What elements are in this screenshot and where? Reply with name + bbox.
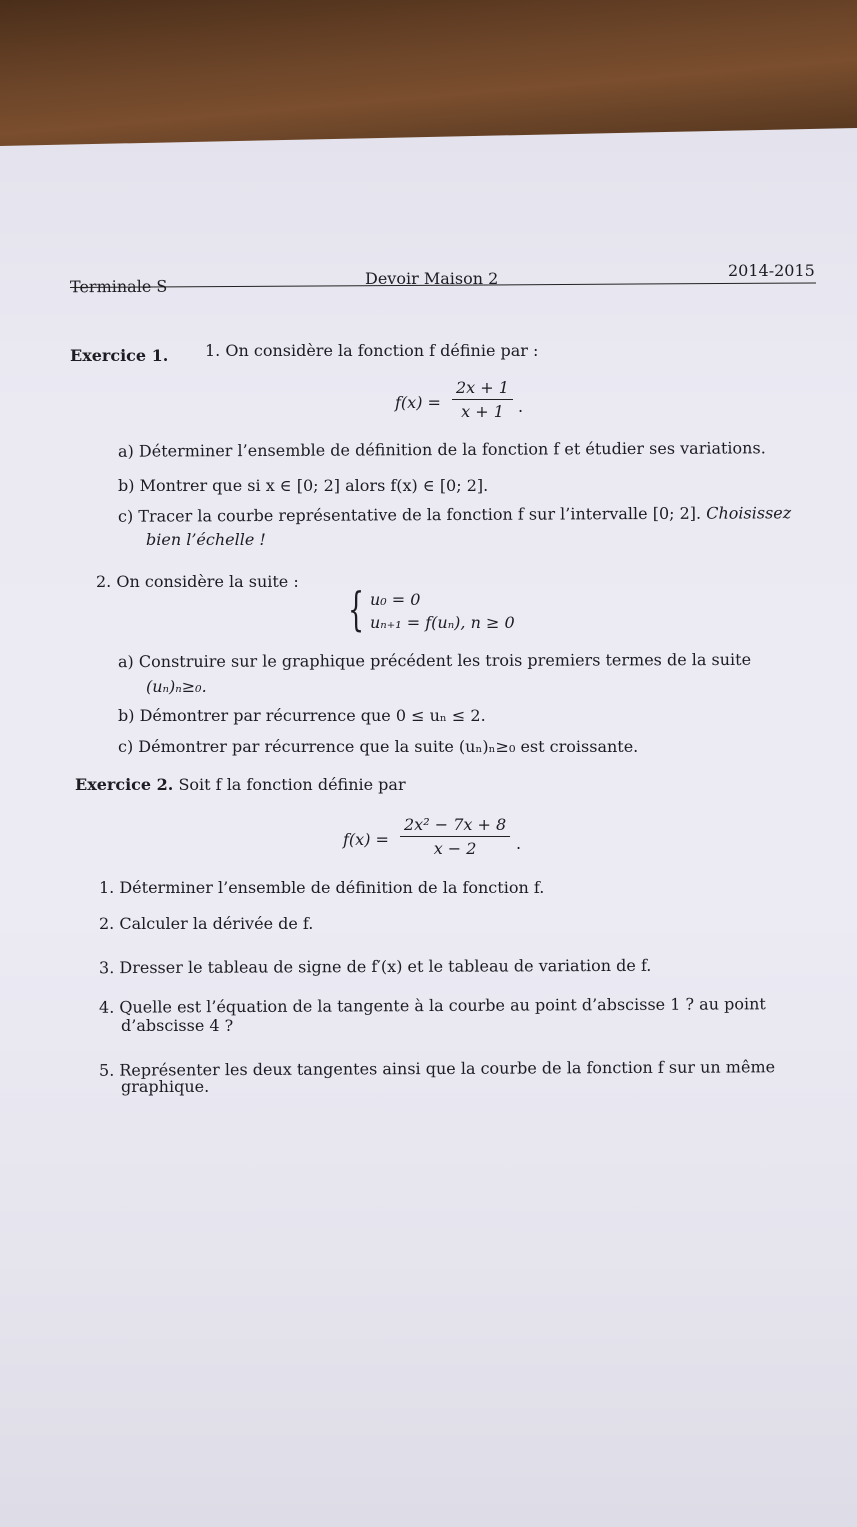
ex1-q1b: b) Montrer que si x ∈ [0; 2] alors f(x) ∈ [0; 2].	[118, 476, 489, 495]
ex1-q2-intro: 2. On considère la suite :	[96, 572, 299, 591]
ex1-q2c: c) Démontrer par récurrence que la suite (uₙ)ₙ≥₀ est croissante.	[118, 737, 639, 756]
sequence-brace: {	[348, 582, 365, 636]
ex1-q2a-line2: (uₙ)ₙ≥₀.	[146, 677, 207, 696]
ex2-item-3: 3. Dresser le tableau de signe de f′(x) et le tableau de variation de f.	[98, 955, 652, 978]
header-year: 2014-2015	[728, 261, 815, 280]
exercise-2-title: Exercice 2.	[75, 775, 174, 794]
ex1-q1c-italic-line2: bien l’échelle !	[146, 530, 266, 549]
ex2-f-period: .	[516, 834, 522, 853]
ex1-q2a-line1: a) Construire sur le graphique précédent les trois premiers termes de la suite	[117, 649, 752, 672]
ex2-fraction-numerator: 2x² − 7x + 8	[404, 815, 507, 834]
ex2-item-5-cont: graphique.	[121, 1077, 210, 1096]
header-class: Terminale S	[69, 276, 168, 297]
ex2-item-2: 2. Calculer la dérivée de f.	[99, 914, 314, 933]
sequence-line-2: uₙ₊₁ = f(uₙ), n ≥ 0	[370, 613, 515, 632]
ex2-item-4-cont: d’abscisse 4 ?	[121, 1016, 234, 1035]
ex1-f-lhs: f(x) =	[395, 393, 441, 412]
ex2-fraction	[400, 815, 510, 858]
ex1-q1-intro: 1. On considère la fonction f définie par :	[205, 341, 539, 360]
ex2-item-1: 1. Déterminer l’ensemble de définition de la fonction f.	[99, 878, 545, 897]
ex2-f-lhs: f(x) =	[343, 830, 389, 849]
ex2-fraction-denominator: x − 2	[400, 836, 510, 858]
ex2-intro: Soit f la fonction définie par	[178, 775, 406, 794]
ex1-fraction-numerator: 2x + 1	[456, 378, 509, 397]
ex1-q2b: b) Démontrer par récurrence que 0 ≤ uₙ ≤ 2.	[118, 706, 486, 725]
ex1-f-period: .	[518, 397, 524, 416]
ex1-q1a: a) Déterminer l’ensemble de définition de la fonction f et étudier ses variations.	[117, 438, 766, 461]
ex2-item-4: 4. Quelle est l’équation de la tangente à la courbe au point d’abscisse 1 ? au point	[98, 994, 766, 1017]
ex1-q1c-text: c) Tracer la courbe représentative de la fonction f sur l’intervalle [0; 2].	[117, 503, 702, 526]
header-title: Devoir Maison 2	[365, 269, 499, 288]
ex1-q1c	[118, 503, 791, 526]
exercise-1-title: Exercice 1.	[70, 346, 169, 365]
ex2-heading	[75, 775, 406, 794]
ex1-fraction-denominator: x + 1	[452, 399, 513, 421]
sequence-line-1: u₀ = 0	[370, 590, 421, 609]
ex1-fraction	[452, 378, 513, 421]
ex2-item-5: 5. Représenter les deux tangentes ainsi que la courbe de la fonction f sur un même	[98, 1057, 776, 1080]
ex1-q1c-italic: Choisissez	[706, 503, 792, 523]
